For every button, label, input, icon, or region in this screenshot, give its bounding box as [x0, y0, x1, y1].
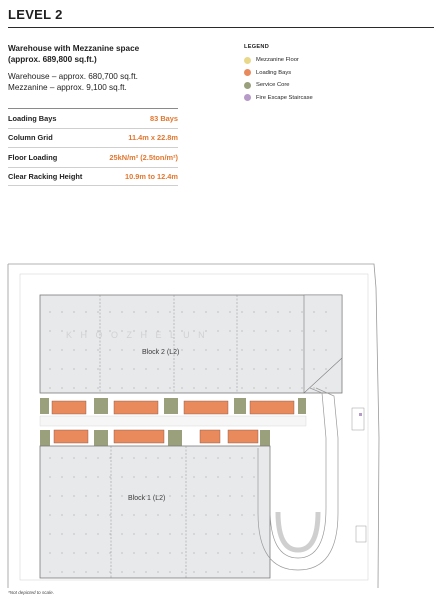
grid-dot	[169, 368, 170, 369]
grid-dot	[145, 387, 146, 388]
grid-dot	[289, 330, 290, 331]
grid-dot	[265, 387, 266, 388]
grid-dot	[49, 495, 50, 496]
grid-dot	[241, 495, 242, 496]
grid-dot	[109, 476, 110, 477]
grid-dot	[301, 368, 302, 369]
grid-dot	[85, 533, 86, 534]
page-title: LEVEL 2	[8, 7, 63, 22]
grid-dot	[241, 311, 242, 312]
grid-dot	[229, 571, 230, 572]
grid-dot	[181, 368, 182, 369]
loading-bay	[228, 430, 258, 443]
grid-dot	[253, 514, 254, 515]
grid-dot	[85, 476, 86, 477]
grid-dot	[241, 533, 242, 534]
grid-dot	[229, 457, 230, 458]
grid-dot	[217, 387, 218, 388]
grid-dot	[61, 387, 62, 388]
grid-dot	[145, 311, 146, 312]
grid-dot	[61, 533, 62, 534]
service-core-swatch-icon	[244, 82, 251, 89]
grid-dot	[205, 349, 206, 350]
grid-dot	[73, 533, 74, 534]
spec-label: Clear Racking Height	[8, 171, 83, 181]
loading-bay	[250, 401, 294, 414]
grid-dot	[193, 311, 194, 312]
block-2	[40, 295, 342, 393]
grid-dot	[253, 457, 254, 458]
grid-dot	[169, 311, 170, 312]
fire-escape-marker	[359, 413, 362, 416]
grid-dot	[181, 349, 182, 350]
spec-row	[8, 108, 178, 128]
grid-dot	[49, 533, 50, 534]
grid-dot	[193, 552, 194, 553]
legend-item-mezzanine	[244, 54, 394, 67]
service-core	[94, 398, 108, 414]
grid-dot	[73, 457, 74, 458]
grid-dot	[109, 349, 110, 350]
grid-dot	[169, 571, 170, 572]
grid-dot	[181, 495, 182, 496]
grid-dot	[181, 533, 182, 534]
grid-dot	[49, 476, 50, 477]
grid-dot	[109, 368, 110, 369]
grid-dot	[169, 552, 170, 553]
grid-dot	[169, 495, 170, 496]
grid-dot	[169, 533, 170, 534]
grid-dot	[133, 476, 134, 477]
grid-dot	[109, 387, 110, 388]
grid-dot	[49, 387, 50, 388]
grid-dot	[169, 457, 170, 458]
grid-dot	[97, 457, 98, 458]
grid-dot	[73, 514, 74, 515]
grid-dot	[61, 476, 62, 477]
grid-dot	[325, 387, 326, 388]
grid-dot	[241, 514, 242, 515]
grid-dot	[193, 495, 194, 496]
plan-watermark: K H O O Z H E L U N	[66, 330, 208, 340]
grid-dot	[157, 552, 158, 553]
grid-dot	[289, 368, 290, 369]
grid-dot	[241, 476, 242, 477]
legend-label: Mezzanine Floor	[256, 57, 299, 64]
footnote: *Not depicted to scale.	[8, 590, 54, 595]
grid-dot	[313, 368, 314, 369]
grid-dot	[61, 495, 62, 496]
spec-value: 83 Bays	[150, 113, 178, 123]
grid-dot	[181, 571, 182, 572]
grid-dot	[61, 457, 62, 458]
grid-dot	[49, 457, 50, 458]
grid-dot	[181, 552, 182, 553]
intro-heading-line1: Warehouse with Mezzanine space	[8, 44, 140, 53]
grid-dot	[133, 533, 134, 534]
loading-bays-swatch-icon	[244, 69, 251, 76]
grid-dot	[109, 457, 110, 458]
grid-dot	[217, 476, 218, 477]
warehouse-area: Warehouse – approx. 680,700 sq.ft.	[8, 72, 138, 81]
mezzanine-area: Mezzanine – approx. 9,100 sq.ft.	[8, 82, 127, 92]
grid-dot	[229, 387, 230, 388]
grid-dot	[229, 476, 230, 477]
grid-dot	[289, 387, 290, 388]
spec-label: Floor Loading	[8, 152, 58, 162]
legend-item-loading-bays	[244, 67, 394, 80]
spec-row	[8, 128, 178, 148]
grid-dot	[61, 349, 62, 350]
service-core	[94, 430, 108, 446]
grid-dot	[217, 514, 218, 515]
grid-dot	[109, 552, 110, 553]
service-core	[298, 398, 306, 414]
grid-dot	[205, 457, 206, 458]
grid-dot	[121, 571, 122, 572]
grid-dot	[277, 330, 278, 331]
grid-dot	[121, 311, 122, 312]
block-2-label: Block 2 (L2)	[142, 349, 180, 356]
guard-house	[356, 526, 366, 542]
grid-dot	[265, 368, 266, 369]
intro-heading-line2: (approx. 689,800 sq.ft.)	[8, 54, 97, 64]
grid-dot	[241, 349, 242, 350]
grid-dot	[157, 311, 158, 312]
spec-label: Column Grid	[8, 133, 53, 143]
grid-dot	[193, 514, 194, 515]
grid-dot	[253, 368, 254, 369]
grid-dot	[73, 349, 74, 350]
spec-row	[8, 147, 178, 167]
grid-dot	[97, 495, 98, 496]
grid-dot	[277, 368, 278, 369]
grid-dot	[157, 533, 158, 534]
grid-dot	[229, 552, 230, 553]
grid-dot	[61, 330, 62, 331]
grid-dot	[229, 349, 230, 350]
grid-dot	[121, 552, 122, 553]
grid-dot	[97, 514, 98, 515]
grid-dot	[301, 349, 302, 350]
grid-dot	[253, 311, 254, 312]
grid-dot	[229, 514, 230, 515]
grid-dot	[85, 514, 86, 515]
grid-dot	[97, 533, 98, 534]
grid-dot	[61, 311, 62, 312]
loading-bay	[54, 430, 88, 443]
grid-dot	[97, 387, 98, 388]
grid-dot	[109, 514, 110, 515]
spec-value: 25kN/m² (2.5ton/m²)	[109, 152, 178, 162]
grid-dot	[73, 552, 74, 553]
grid-dot	[157, 571, 158, 572]
spec-row	[8, 167, 178, 187]
grid-dot	[49, 330, 50, 331]
fire-escape-swatch-icon	[244, 94, 251, 101]
loading-bay	[52, 401, 86, 414]
grid-dot	[217, 368, 218, 369]
grid-dot	[85, 457, 86, 458]
grid-dot	[193, 533, 194, 534]
grid-dot	[97, 476, 98, 477]
legend-label: Fire Escape Staircase	[256, 94, 313, 101]
guard-house	[352, 408, 364, 430]
grid-dot	[265, 349, 266, 350]
grid-dot	[49, 368, 50, 369]
grid-dot	[85, 571, 86, 572]
grid-dot	[133, 571, 134, 572]
grid-dot	[97, 571, 98, 572]
grid-dot	[241, 330, 242, 331]
grid-dot	[253, 571, 254, 572]
grid-dot	[145, 533, 146, 534]
grid-dot	[241, 387, 242, 388]
grid-dot	[289, 311, 290, 312]
grid-dot	[73, 311, 74, 312]
grid-dot	[181, 387, 182, 388]
grid-dot	[217, 571, 218, 572]
grid-dot	[325, 330, 326, 331]
legend-item-fire-escape	[244, 92, 394, 105]
grid-dot	[301, 330, 302, 331]
grid-dot	[133, 457, 134, 458]
grid-dot	[49, 311, 50, 312]
grid-dot	[121, 476, 122, 477]
grid-dot	[61, 571, 62, 572]
grid-dot	[205, 533, 206, 534]
grid-dot	[217, 533, 218, 534]
grid-dot	[181, 514, 182, 515]
grid-dot	[61, 514, 62, 515]
grid-dot	[205, 552, 206, 553]
grid-dot	[229, 330, 230, 331]
loading-bay	[200, 430, 220, 443]
grid-dot	[49, 571, 50, 572]
grid-dot	[193, 368, 194, 369]
grid-dot	[97, 368, 98, 369]
grid-dot	[133, 349, 134, 350]
grid-dot	[229, 495, 230, 496]
grid-dot	[145, 457, 146, 458]
grid-dot	[217, 495, 218, 496]
floor-plan	[4, 258, 438, 588]
service-core	[168, 430, 182, 446]
specs-table	[8, 108, 178, 186]
grid-dot	[217, 330, 218, 331]
block-1	[40, 446, 270, 578]
grid-dot	[121, 533, 122, 534]
grid-dot	[97, 552, 98, 553]
grid-dot	[253, 476, 254, 477]
grid-dot	[277, 311, 278, 312]
grid-dot	[145, 368, 146, 369]
grid-dot	[217, 552, 218, 553]
grid-dot	[229, 533, 230, 534]
loading-bay	[184, 401, 228, 414]
intro-section	[8, 44, 218, 93]
grid-dot	[97, 349, 98, 350]
grid-dot	[277, 387, 278, 388]
grid-dot	[193, 349, 194, 350]
grid-dot	[253, 552, 254, 553]
grid-dot	[253, 495, 254, 496]
grid-dot	[85, 311, 86, 312]
grid-dot	[85, 495, 86, 496]
legend-label: Loading Bays	[256, 69, 292, 76]
grid-dot	[277, 349, 278, 350]
grid-dot	[133, 368, 134, 369]
grid-dot	[121, 495, 122, 496]
grid-dot	[85, 349, 86, 350]
grid-dot	[145, 514, 146, 515]
grid-dot	[301, 387, 302, 388]
grid-dot	[313, 330, 314, 331]
grid-dot	[205, 514, 206, 515]
ramp-hatch	[278, 512, 318, 550]
grid-dot	[181, 476, 182, 477]
driveway	[40, 416, 306, 426]
grid-dot	[145, 571, 146, 572]
grid-dot	[133, 311, 134, 312]
grid-dot	[241, 552, 242, 553]
grid-dot	[145, 476, 146, 477]
grid-dot	[229, 311, 230, 312]
grid-dot	[85, 368, 86, 369]
grid-dot	[109, 533, 110, 534]
service-core	[260, 430, 270, 446]
service-core	[164, 398, 178, 414]
grid-dot	[121, 387, 122, 388]
grid-dot	[241, 368, 242, 369]
grid-dot	[253, 533, 254, 534]
legend	[244, 44, 394, 104]
spec-value: 10.9m to 12.4m	[125, 171, 178, 181]
grid-dot	[325, 311, 326, 312]
grid-dot	[253, 349, 254, 350]
grid-dot	[109, 495, 110, 496]
grid-dot	[49, 514, 50, 515]
grid-dot	[121, 368, 122, 369]
spec-label: Loading Bays	[8, 113, 57, 123]
grid-dot	[193, 571, 194, 572]
grid-dot	[49, 349, 50, 350]
grid-dot	[253, 330, 254, 331]
grid-dot	[73, 476, 74, 477]
grid-dot	[61, 552, 62, 553]
grid-dot	[169, 476, 170, 477]
grid-dot	[121, 457, 122, 458]
grid-dot	[253, 387, 254, 388]
grid-dot	[157, 476, 158, 477]
grid-dot	[193, 457, 194, 458]
loading-bay	[114, 401, 158, 414]
grid-dot	[157, 387, 158, 388]
grid-dot	[85, 552, 86, 553]
grid-dot	[73, 571, 74, 572]
legend-item-service-core	[244, 79, 394, 92]
grid-dot	[181, 311, 182, 312]
grid-dot	[157, 368, 158, 369]
grid-dot	[205, 495, 206, 496]
grid-dot	[181, 457, 182, 458]
grid-dot	[241, 457, 242, 458]
grid-dot	[157, 514, 158, 515]
grid-dot	[229, 368, 230, 369]
grid-dot	[133, 514, 134, 515]
grid-dot	[97, 311, 98, 312]
grid-dot	[289, 349, 290, 350]
legend-title: LEGEND	[244, 44, 270, 50]
grid-dot	[157, 457, 158, 458]
grid-dot	[313, 349, 314, 350]
grid-dot	[193, 387, 194, 388]
grid-dot	[217, 349, 218, 350]
grid-dot	[121, 514, 122, 515]
service-core	[234, 398, 246, 414]
grid-dot	[205, 368, 206, 369]
title-divider	[8, 27, 434, 28]
grid-dot	[325, 349, 326, 350]
grid-dot	[205, 387, 206, 388]
spec-value: 11.4m x 22.8m	[128, 133, 178, 143]
grid-dot	[217, 311, 218, 312]
grid-dot	[109, 311, 110, 312]
block-1-label: Block 1 (L2)	[128, 495, 166, 502]
service-core	[40, 398, 49, 414]
grid-dot	[313, 311, 314, 312]
grid-dot	[61, 368, 62, 369]
grid-dot	[109, 571, 110, 572]
grid-dot	[73, 387, 74, 388]
grid-dot	[241, 571, 242, 572]
grid-dot	[301, 311, 302, 312]
grid-dot	[217, 457, 218, 458]
service-core	[40, 430, 50, 446]
grid-dot	[265, 311, 266, 312]
grid-dot	[169, 514, 170, 515]
grid-dot	[169, 387, 170, 388]
grid-dot	[145, 552, 146, 553]
grid-dot	[205, 571, 206, 572]
grid-dot	[49, 552, 50, 553]
loading-bay	[114, 430, 164, 443]
mezzanine-swatch-icon	[244, 57, 251, 64]
grid-dot	[325, 368, 326, 369]
grid-dot	[73, 495, 74, 496]
grid-dot	[133, 387, 134, 388]
grid-dot	[205, 311, 206, 312]
grid-dot	[193, 476, 194, 477]
grid-dot	[121, 349, 122, 350]
legend-label: Service Core	[256, 82, 290, 89]
grid-dot	[265, 330, 266, 331]
grid-dot	[313, 387, 314, 388]
grid-dot	[85, 387, 86, 388]
grid-dot	[73, 368, 74, 369]
grid-dot	[205, 476, 206, 477]
grid-dot	[133, 552, 134, 553]
